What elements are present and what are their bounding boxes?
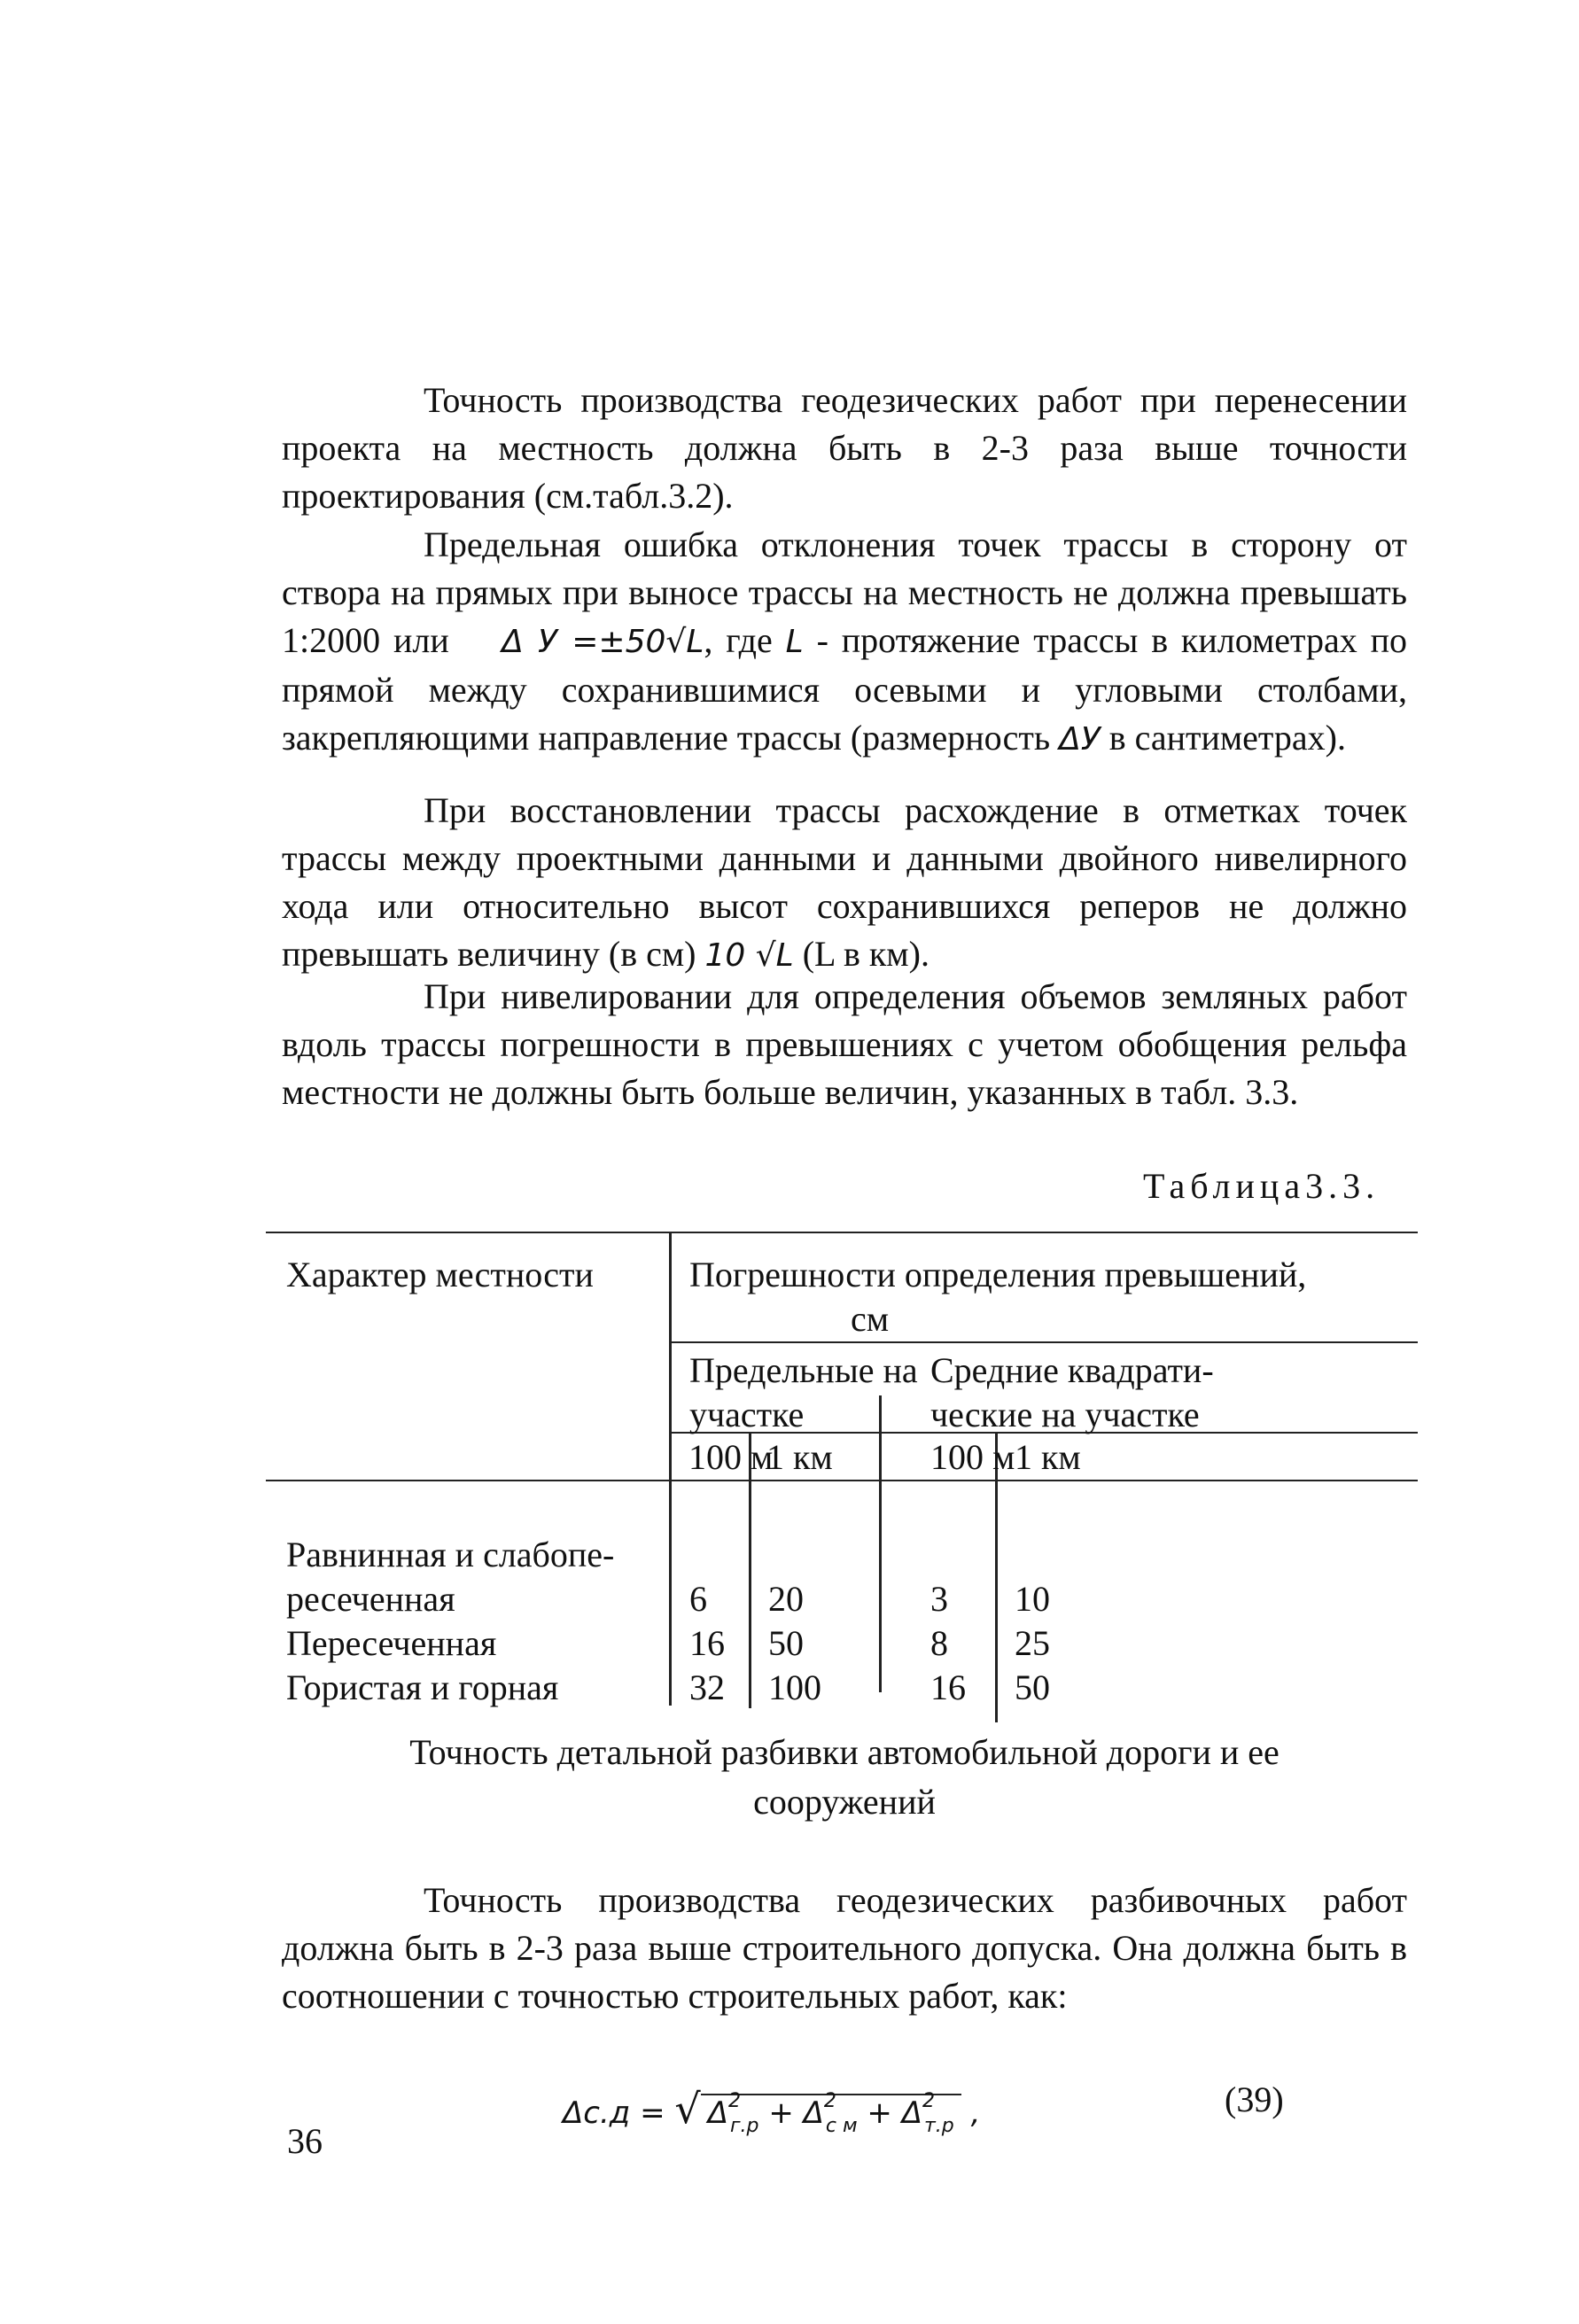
formula-term-3-exp: 2 [922,2090,935,2112]
formula-plus-2: + [867,2095,892,2131]
paragraph-5: Точность производства геодезических разбивочных работ должна быть в 2-3 раза выше строительного допуска. Она должна быть в соотношении с точностью строительных работ, как: [282,1880,1407,2016]
table-header-bottom-rule [266,1480,1418,1481]
formula-term-2-sub: с м [825,2115,858,2137]
paragraph-1: Точность производства геодезических работ при перенесении проекта на местность должна быть в 2-3 раза выше точности проектирования (см.табл.3.2). [282,380,1407,516]
header-limit-line2: участке [689,1395,805,1434]
deviation-formula: Δ У =±50√L [502,624,704,660]
paragraph-2-text-c: - протяжение трассы в километрах по прямой между сохранившимися осевыми и угловыми столбами, закрепляющими направление трассы (размерность [282,620,1408,758]
row-1-terrain-line2: ресеченная [286,1579,455,1619]
section-title-line2: сооружений [753,1782,936,1822]
formula-plus-1: + [768,2095,794,2131]
discrepancy-formula: 10 √L [704,937,794,974]
formula-equals: = [640,2095,665,2131]
paragraph-3-text-a: При восстановлении трассы расхождение в отметках точек трассы между проектными данными и данными двойного нивелирного хода или относительно высот сохранившихся реперов не должно превышать величину (в см) [282,790,1407,974]
formula-radicand [701,2090,961,2137]
subheader-rms-100m: 100 м [930,1437,1015,1477]
row-1-rms-1km: 10 [1015,1579,1050,1619]
paragraph-2 [282,521,1407,764]
table-errors-rule [669,1341,1418,1343]
row-3-limit-100m: 32 [689,1667,725,1707]
formula-lhs: Δс.д [563,2095,631,2131]
formula-term-2: Δ [803,2095,824,2131]
row-3-limit-1km: 100 [768,1667,821,1707]
header-terrain: Характер местности [286,1255,594,1294]
paragraph-4: При нивелировании для определения объемов земляных работ вдоль трассы погрешности в превышениях с учетом обобщения рельфа местности не должны быть больше величин, указанных в табл. 3.3. [282,976,1407,1112]
row-2-terrain: Пересеченная [286,1623,497,1663]
row-3-rms-1km: 50 [1015,1667,1050,1707]
formula-comma: , [970,2095,981,2131]
section-title-line1: Точность детальной разбивки автомобильной дороги и ее [409,1732,1280,1772]
row-1-limit-1km: 20 [768,1579,804,1619]
formula-term-1-sub: г.р [729,2115,759,2137]
row-1-rms-100m: 3 [930,1579,948,1619]
formula-39 [563,2078,980,2150]
table-top-rule [266,1232,1418,1233]
formula-term-1-exp: 2 [727,2090,741,2112]
row-3-terrain: Гористая и горная [286,1667,559,1707]
paragraph-3 [282,787,1407,980]
row-2-limit-1km: 50 [768,1623,804,1663]
header-errors-line2: см [851,1299,890,1339]
header-rms-line1: Средние квадрати- [930,1350,1214,1390]
subheader-rms-1km: 1 км [1015,1437,1081,1477]
formula-term-3-sub: т.р [923,2115,954,2137]
header-errors-line1: Погрешности определения превышений, [689,1255,1307,1294]
row-2-rms-1km: 25 [1015,1623,1050,1663]
header-limit-line1: Предельные на [689,1350,918,1390]
row-1-terrain-line1: Равнинная и слабопе- [286,1535,615,1574]
formula-term-2-exp: 2 [823,2090,836,2112]
subheader-limit-100m: 100 м [688,1437,774,1477]
row-2-limit-100m: 16 [689,1623,725,1663]
header-rms-line2: ческие на участке [930,1395,1200,1434]
table-divider-groups [879,1395,882,1692]
subheader-limit-1km: 1 км [766,1437,833,1477]
formula-term-1: Δ [707,2095,728,2131]
page-number: 36 [287,2121,323,2161]
row-3-rms-100m: 16 [930,1667,966,1707]
accuracy-table [266,1232,1418,1710]
row-1-limit-100m: 6 [689,1579,707,1619]
paragraph-2-text-b: , где [704,620,773,660]
section-title [282,1728,1407,1827]
formula-number: (39) [1225,2079,1284,2119]
paragraph-2-text-a: Предельная ошибка отклонения точек трассы в сторону от створа на прямых при выносе трассы на местность не должна превышать 1:2000 или [282,525,1407,660]
paragraph-3-text-b: (L в км). [802,934,930,974]
table-divider-terrain [669,1232,672,1706]
symbol-L: L [785,624,804,660]
row-2-rms-100m: 8 [930,1623,948,1663]
formula-term-3: Δ [901,2095,922,2131]
symbol-delta-y: ΔУ [1059,721,1101,758]
formula-radical: √ [674,2085,701,2133]
table-caption: Таблица3.3. [1143,1166,1381,1206]
paragraph-2-text-d: в сантиметрах). [1108,718,1346,758]
